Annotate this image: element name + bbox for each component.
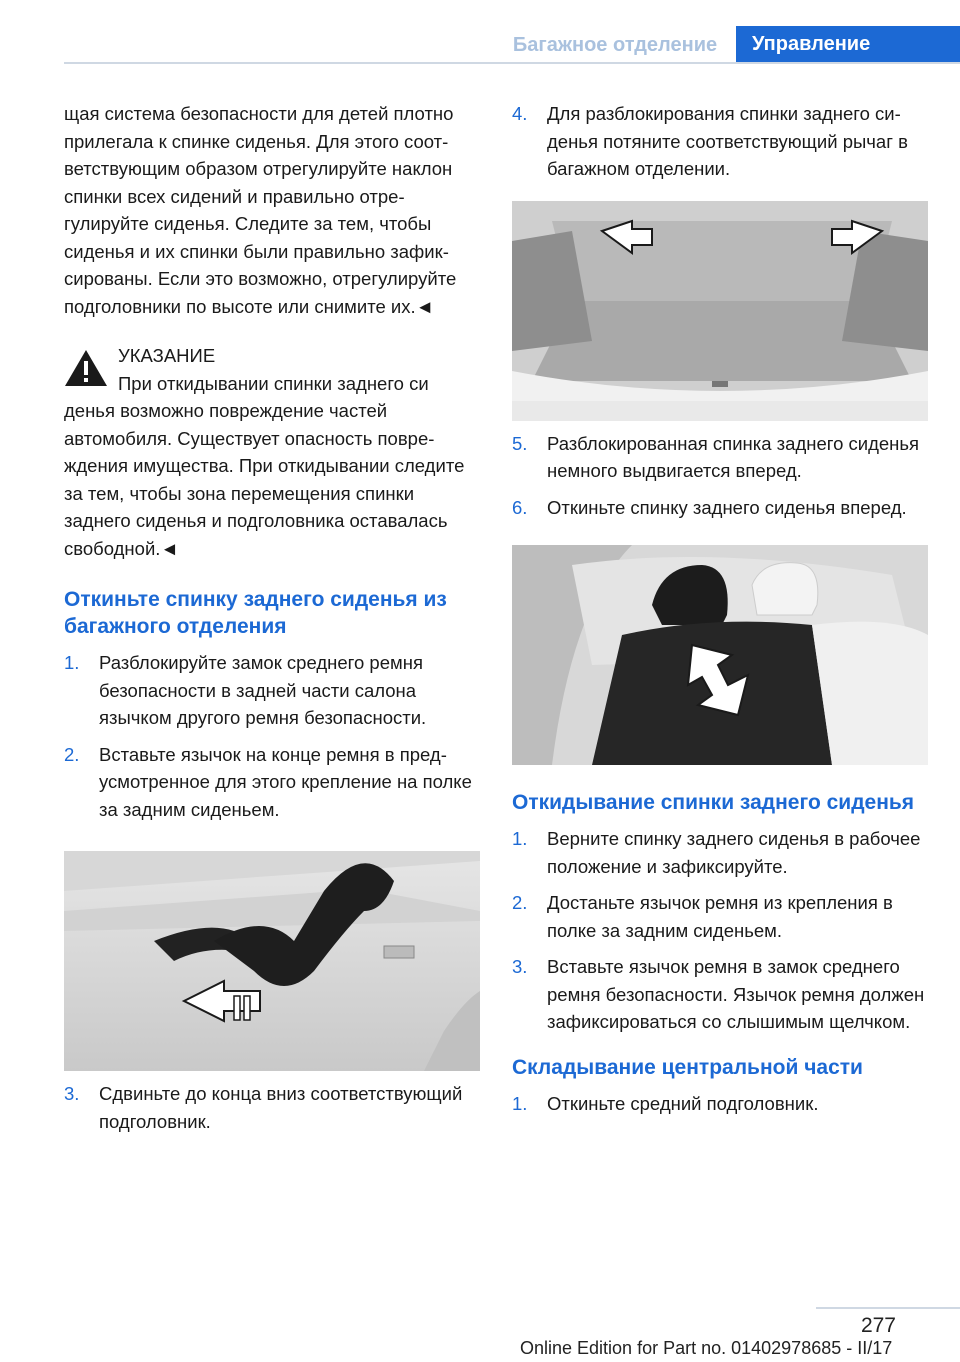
list-item [512,825,928,880]
step-number: 6. [512,496,528,518]
step-number: 2. [64,743,80,765]
footer-edition: Online Edition for Part no. 01402978685 - II/17 [520,1338,893,1358]
rear-seat-photo [512,545,928,765]
steps-list-right-2 [512,430,928,522]
warning-block [64,342,482,562]
list-item [512,1090,928,1118]
running-header-chapter: Управление [736,26,960,62]
running-header-section: Багажное отделение [512,34,718,56]
footer-rule [816,1307,960,1309]
steps-list-left-1 [64,649,482,823]
list-item [512,100,928,183]
steps-list-right-3 [512,825,928,1036]
step-number: 1. [64,652,80,673]
trunk-photo [512,201,928,421]
belt-holder-photo [64,851,480,1071]
step-text: Вставьте язычок ремня в замок среднего ремня безопасности. Язычок ремня должен зафиксироваться со слышимым щелчком. [547,956,925,1032]
warning-triangle-icon [64,348,108,388]
step-text: Верните спинку заднего сиденья в рабочее положение и зафиксируйте. [547,828,921,877]
step-number: 4. [512,103,528,124]
step-text: Разблокируйте замок среднего ремня безопасности в задней части салона язычком другого ремня безопасности. [99,652,427,728]
warning-text: денья возможно повреждение частей автомобиля. Существует опасность повреждения имущества. При откидывании следите за тем, чтобы зона перемещения спинки заднего сиденья и подголовника оставалась свободной.◄ [64,400,465,559]
list-item [512,889,928,944]
step-text: Для разблокирования спинки заднего сиденья потяните соответствующий рычаг в багажном отделении. [547,103,908,179]
list-item [512,494,928,522]
intro-paragraph: щая система безопасности для детей плотно прилегала к спинке сиденья. Для этого соответствующим образом отрегулируйте наклон спинки всех сидений и правильно отрегулируйте сиденья. Следите за тем, чтобы сиденья и их спинки были правильно зафиксированы. Если это возможно, отрегулируйте подголовники по высоте или снимите их.◄ [64,103,457,317]
section-heading-fold-from-trunk: Откиньте спинку заднего сиденья из багажного отделения [64,588,447,638]
steps-list-left-2 [64,1080,482,1135]
step-number: 3. [64,1083,80,1104]
page-number: 277 [860,1314,896,1337]
step-text: Разблокированная спинка заднего сиденья немного выдвигается вперед. [547,432,920,481]
left-column [64,100,482,1135]
step-number: 1. [512,828,528,849]
list-item [512,953,928,1036]
step-text: Откиньте спинку заднего сиденья вперед. [547,496,907,518]
step-text: Достаньте язычок ремня из крепления в полке за задним сиденьем. [547,892,893,941]
list-item [64,741,482,824]
step-number: 3. [512,956,528,977]
warning-text-first-line: При откидывании спинки заднего си [118,372,429,394]
warning-title: УКАЗАНИЕ [118,345,216,366]
list-item [512,430,928,485]
header-rule [64,62,960,64]
section-heading-fold-center: Складывание центральной части [512,1055,863,1079]
step-number: 1. [512,1092,528,1114]
step-text: Откиньте средний подголовник. [547,1092,819,1114]
right-column [512,100,928,1117]
step-text: Сдвиньте до конца вниз соответствующий подголовник. [99,1083,463,1132]
step-number: 2. [512,892,528,913]
steps-list-right-4 [512,1090,928,1118]
section-heading-return-seatback: Откидывание спинки заднего сиденья [512,791,915,814]
step-number: 5. [512,432,528,454]
steps-list-right-1 [512,100,928,183]
list-item [64,1080,482,1135]
step-text: Вставьте язычок на конце ремня в предусмотренное для этого крепление на полке за задним сиденьем. [99,743,472,820]
list-item [64,649,482,732]
